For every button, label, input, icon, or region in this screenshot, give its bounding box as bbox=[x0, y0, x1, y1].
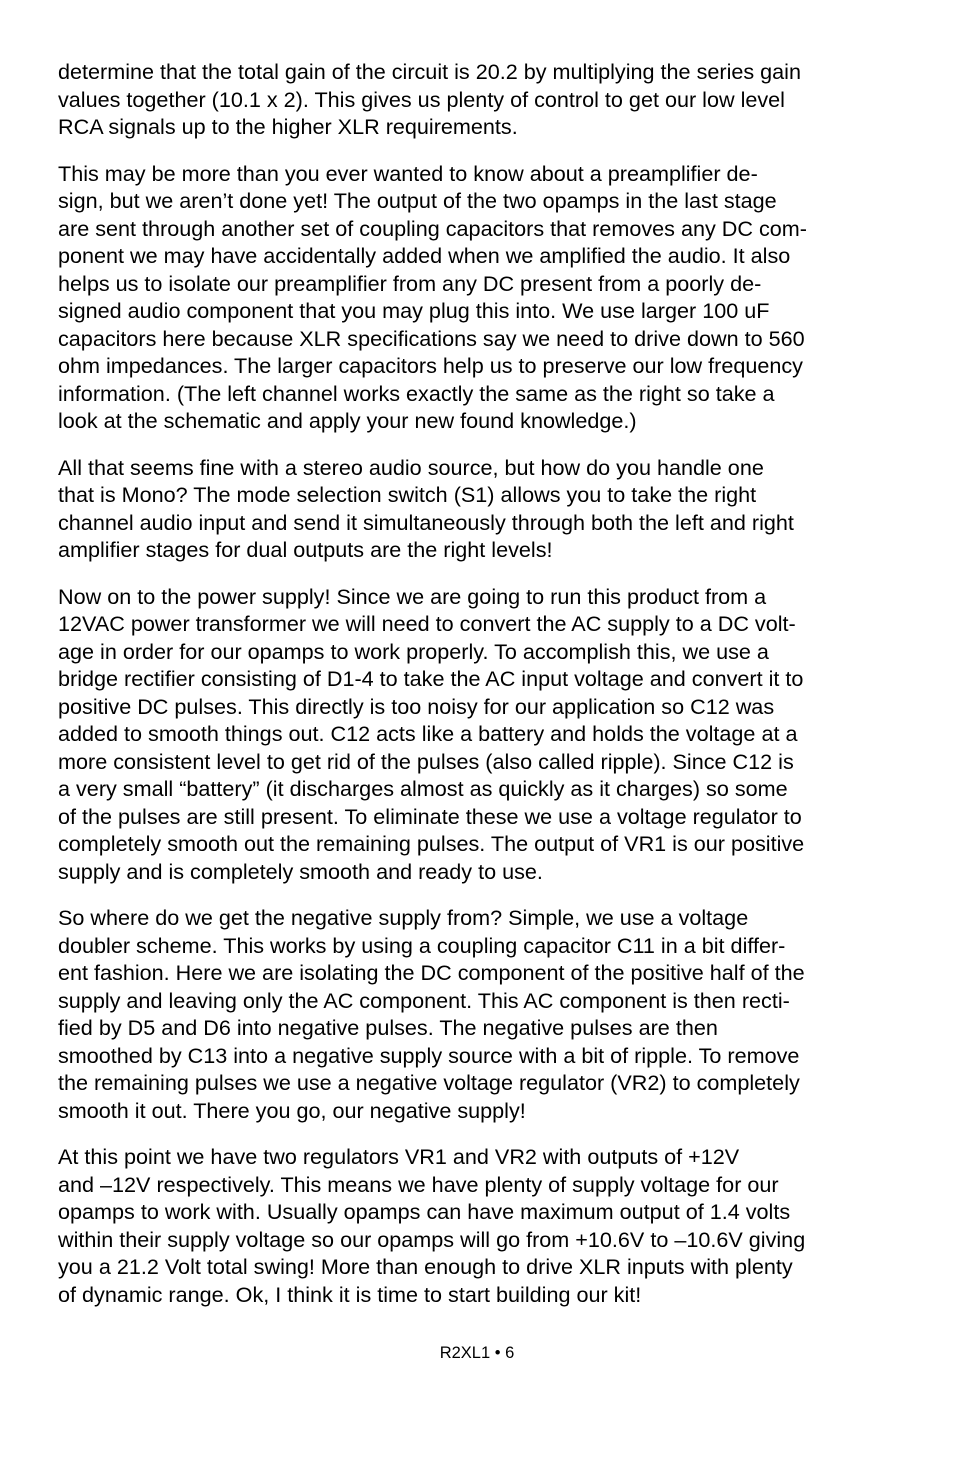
page-body bbox=[58, 58, 898, 1327]
paragraph-mono-switch: All that seems fine with a stereo audio source, but how do you handle one that is Mono? The mode selection switch (S1) allows you to take the right channel audio input and send it simultaneously through both the left and right amplifier stages for dual outputs are the right levels! bbox=[58, 454, 794, 562]
paragraph-gain-summary: determine that the total gain of the circuit is 20.2 by multiplying the series gain values together (10.1 x 2). This gives us plenty of control to get our low level RCA signals up to the higher XLR requirements. bbox=[58, 59, 801, 139]
paragraph-power-supply: Now on to the power supply! Since we are going to run this product from a 12VAC power transformer we will need to convert the AC supply to a DC volt- age in order for our opamps to work properly. To accomplish this, we use a bridge rectifier consisting of D1-4 to take the AC input voltage and convert it to positive DC pulses. This directly is too noisy for our application so C12 was added to smooth things out. C12 acts like a battery and holds the voltage at a more consistent level to get rid of the pulses (also called ripple). Since C12 is a very small “battery” (it discharges almost as quickly as it charges) so some of the pulses are still present. To eliminate these we use a voltage regulator to completely smooth out the remaining pulses. The output of VR1 is our positive supply and is completely smooth and ready to use. bbox=[58, 583, 805, 884]
page-footer: R2XL1 • 6 bbox=[439, 1344, 515, 1362]
paragraph-negative-supply: So where do we get the negative supply from? Simple, we use a voltage doubler scheme. This works by using a coupling capacitor C11 in a bit differ- ent fashion. Here we are isolating the DC component of the positive half of the supply and leaving only the AC component. This AC component is then recti- fied by D5 and D6 into negative pulses. The negative pulses are then smoothed by C13 into a negative supply source with a bit of ripple. To remove the remaining pulses we use a negative voltage regulator (VR2) to completely smooth it out. There you go, our negative supply! bbox=[58, 905, 805, 1123]
paragraph-regulators: At this point we have two regulators VR1 and VR2 with outputs of +12V and –12V respectively. This means we have plenty of supply voltage for our opamps to work with. Usually opamps can have maximum output of 1.4 volts within their supply voltage so our opamps will go from +10.6V to –10.6V giving you a 21.2 Volt total swing! More than enough to drive XLR inputs with plenty of dynamic range. Ok, I think it is time to start building our kit! bbox=[58, 1144, 806, 1307]
paragraph-output-coupling: This may be more than you ever wanted to know about a preamplifier de- sign, but we aren’t done yet! The output of the two opamps in the last stage are sent through another set of coupling capacitors that removes any DC com- ponent we may have accidentally added when we amplified the audio. It also helps us to isolate our preamplifier from any DC present from a poorly de- signed audio component that you may plug this into. We use larger 100 uF capacitors here because XLR specifications say we need to drive down to 560 ohm impedances. The larger capacitors help us to preserve our low frequency information. (The left channel works exactly the same as the right so take a look at the schematic and apply your new found knowledge.) bbox=[58, 160, 807, 433]
